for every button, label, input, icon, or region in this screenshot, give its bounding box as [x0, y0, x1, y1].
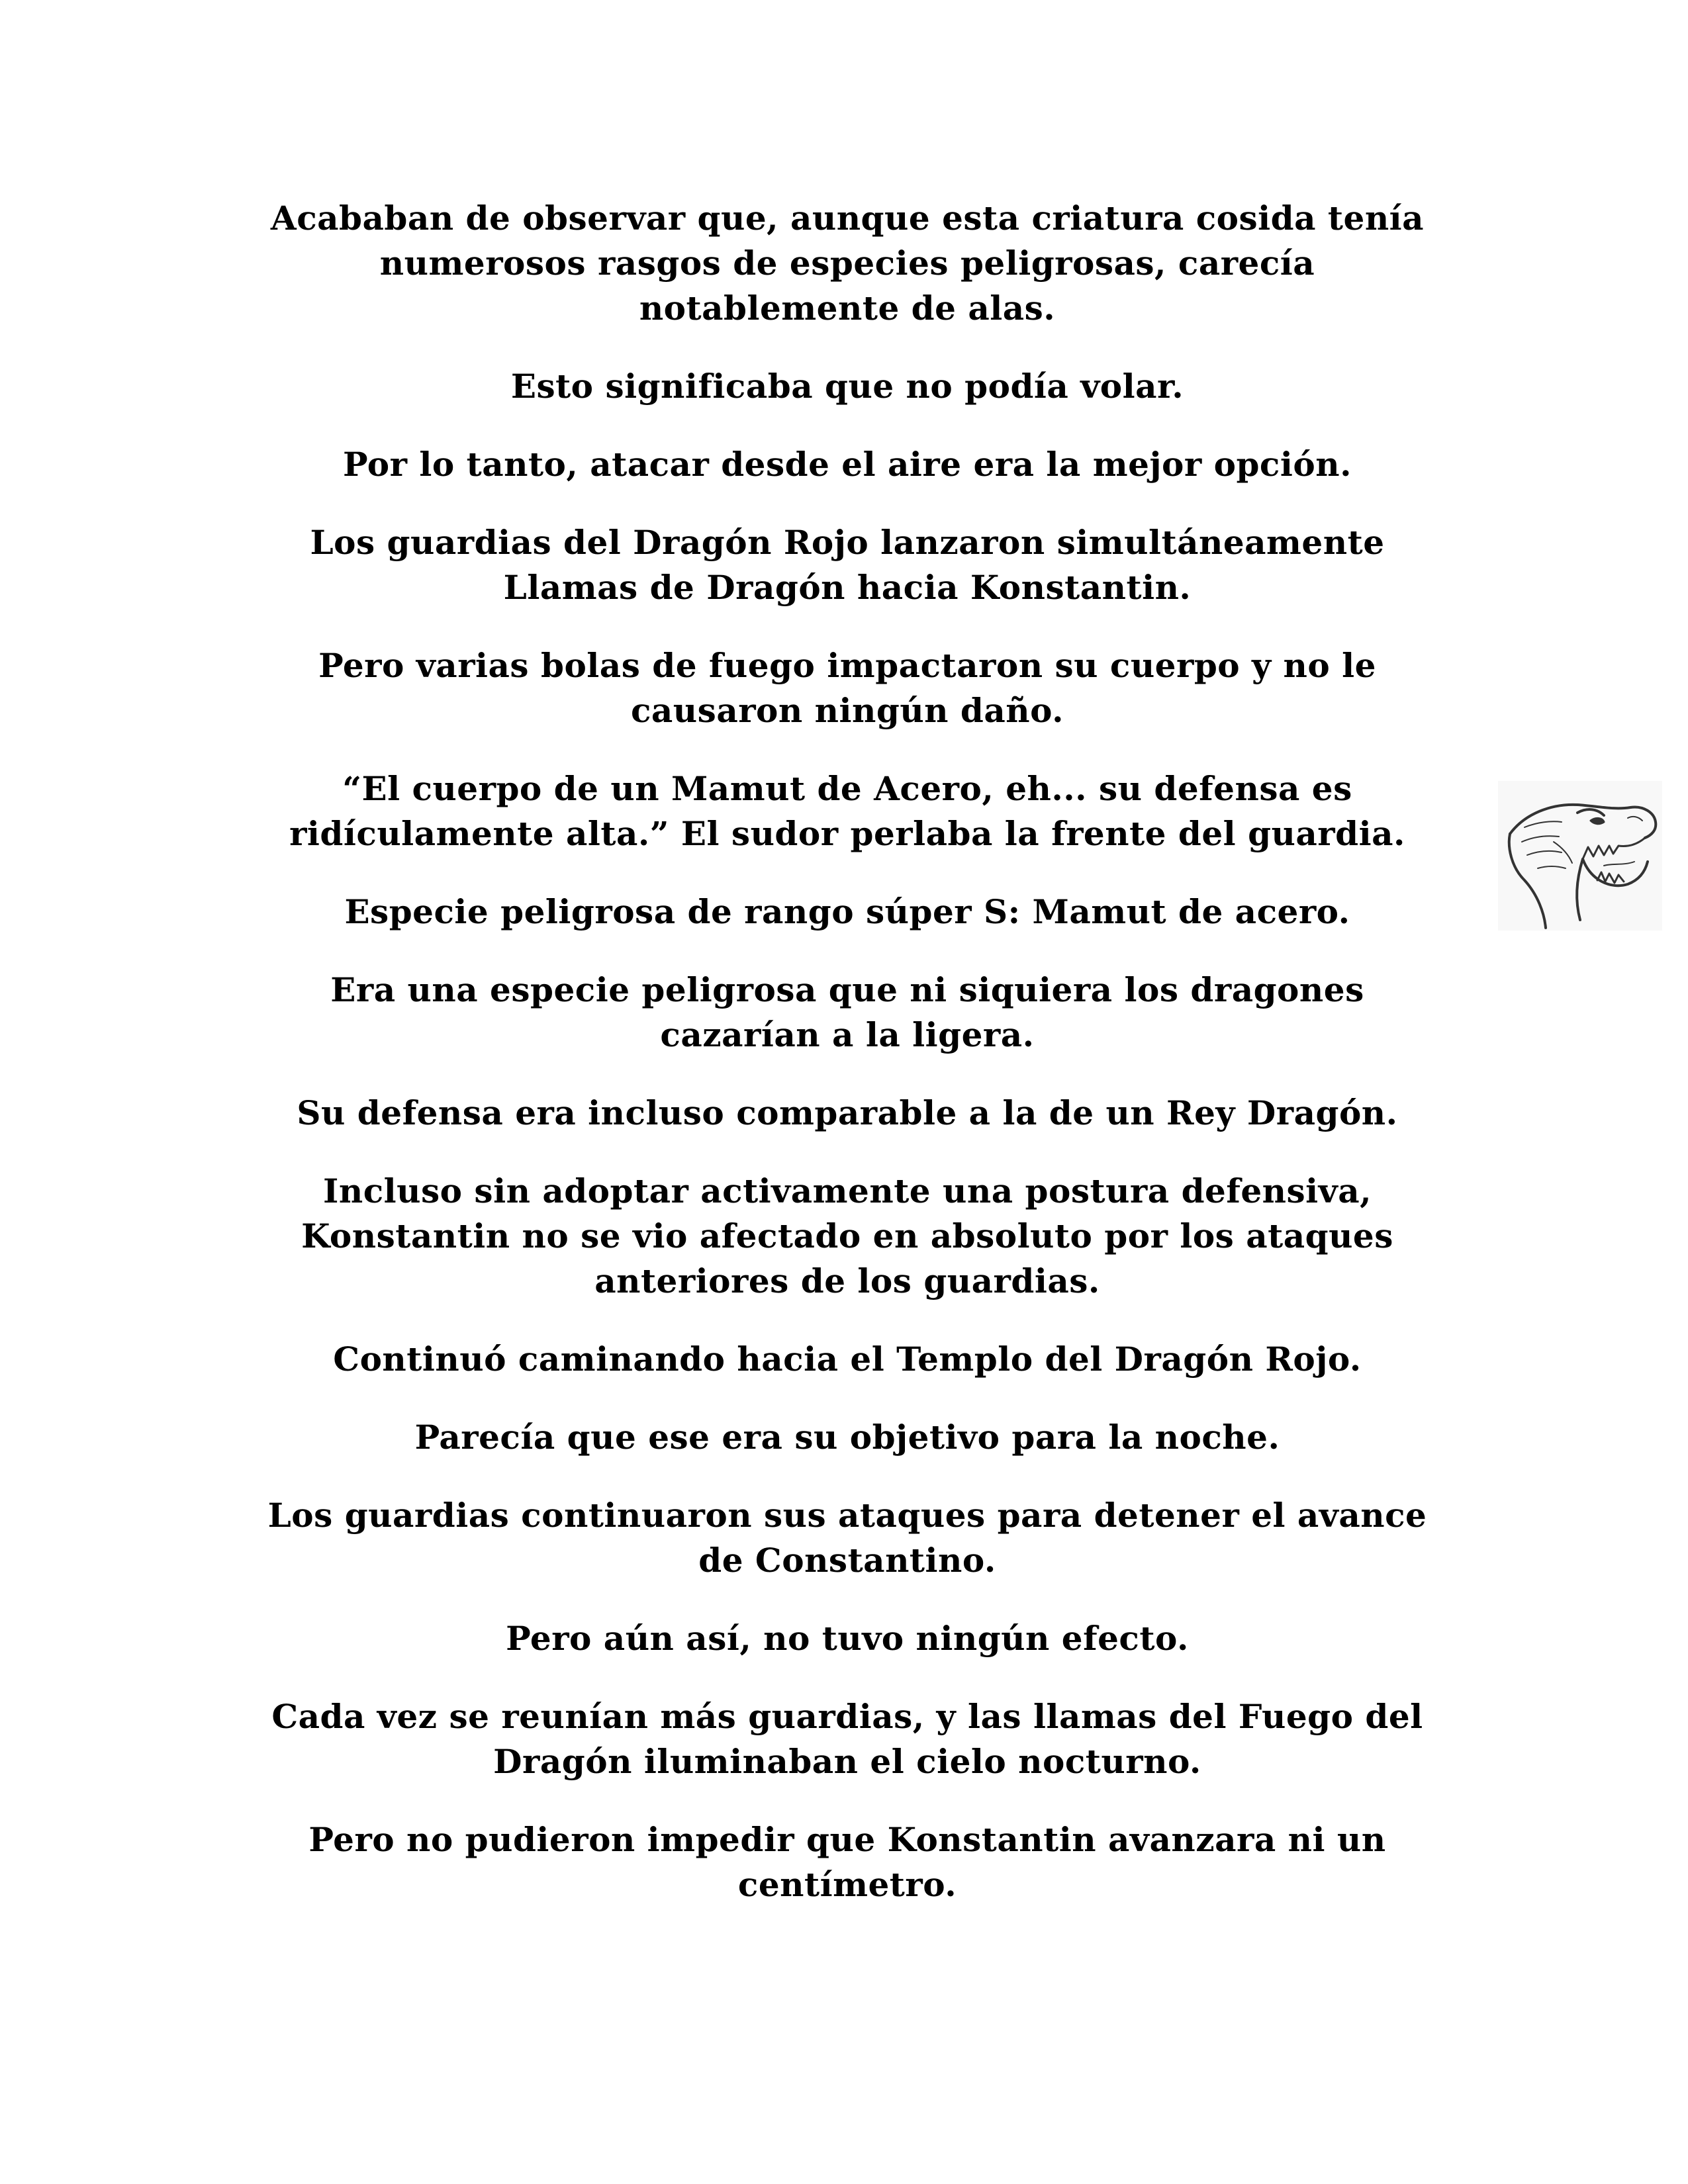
paragraph: Los guardias continuaron sus ataques para detener el avance de Constantino.: [267, 1496, 1427, 1580]
dinosaur-head-sketch-icon: [1498, 781, 1662, 931]
paragraph: Parecía que ese era su objetivo para la noche.: [414, 1418, 1280, 1457]
paragraph: Era una especie peligrosa que ni siquiera los dragones cazarían a la ligera.: [330, 970, 1364, 1054]
paragraph: Pero varias bolas de fuego impactaron su cuerpo y no le causaron ningún daño.: [318, 646, 1376, 730]
paragraph: Especie peligrosa de rango súper S: Mamut de acero.: [344, 892, 1350, 931]
paragraph: Incluso sin adoptar activamente una postura defensiva, Konstantin no se vio afectado en absoluto por los ataques anteriores de los guardias.: [301, 1171, 1393, 1300]
paragraph: Por lo tanto, atacar desde el aire era la mejor opción.: [343, 445, 1352, 484]
paragraph: “El cuerpo de un Mamut de Acero, eh... su defensa es ridículamente alta.” El sudor perlaba la frente del guardia.: [289, 769, 1405, 853]
paragraph: Pero aún así, no tuvo ningún efecto.: [506, 1619, 1189, 1658]
paragraph: Acababan de observar que, aunque esta criatura cosida tenía numerosos rasgos de especies peligrosas, carecía notablemente de alas.: [270, 199, 1425, 328]
paragraph: Cada vez se reunían más guardias, y las llamas del Fuego del Dragón iluminaban el cielo nocturno.: [271, 1697, 1423, 1781]
story-text: [225, 196, 1470, 1940]
paragraph: Continuó caminando hacia el Templo del Dragón Rojo.: [333, 1340, 1362, 1379]
paragraph: Su defensa era incluso comparable a la de un Rey Dragón.: [297, 1093, 1398, 1132]
paragraph: Pero no pudieron impedir que Konstantin avanzara ni un centímetro.: [308, 1820, 1386, 1904]
paragraph: Esto significaba que no podía volar.: [510, 367, 1184, 406]
paragraph: Los guardias del Dragón Rojo lanzaron simultáneamente Llamas de Dragón hacia Konstantin.: [310, 523, 1385, 607]
